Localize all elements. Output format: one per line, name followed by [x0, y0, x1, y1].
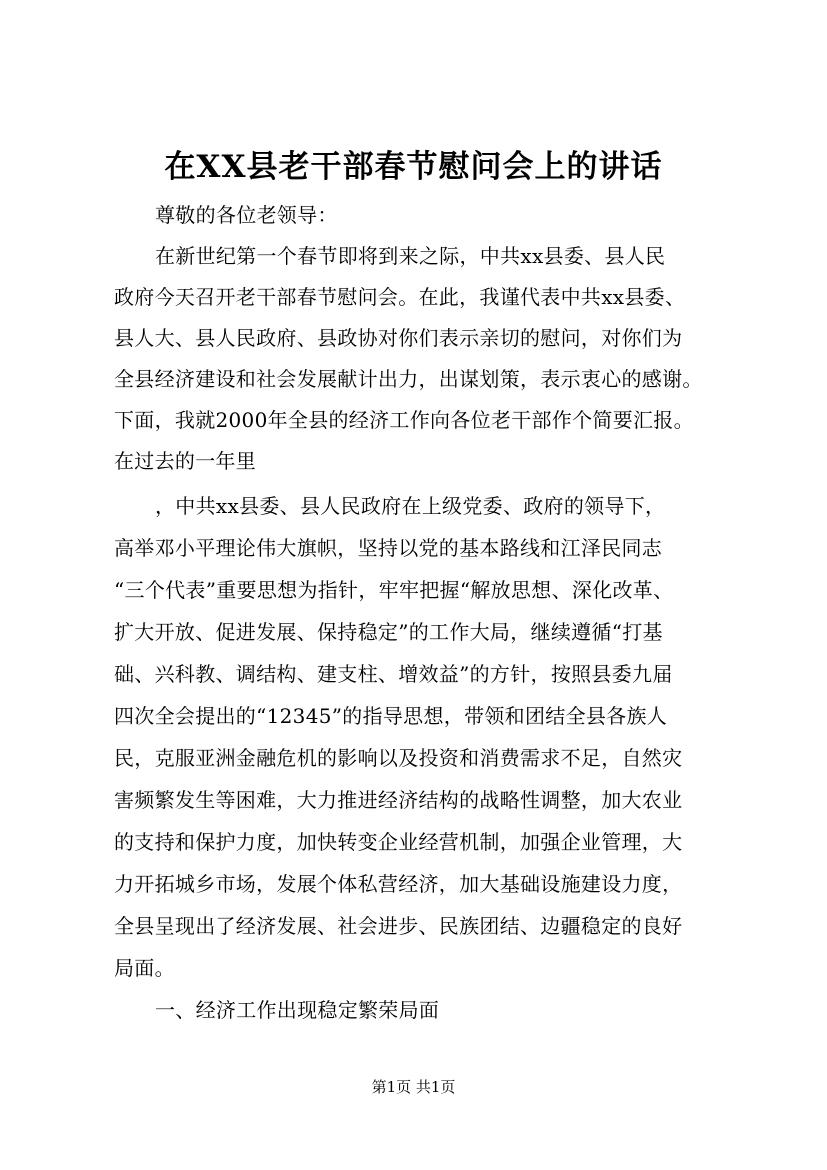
body-line: 局面。	[114, 956, 175, 980]
body-line: “三个代表”重要思想为指针，牢牢把握“解放思想、深化改革、	[114, 578, 674, 602]
document-title: 在XX县老干部春节慰问会上的讲话	[164, 149, 663, 185]
salutation-line: 尊敬的各位老领导：	[155, 203, 338, 227]
body-line: 害频繁发生等困难，大力推进经济结构的战略性调整，加大农业	[114, 788, 683, 812]
section-heading: 一、经济工作出现稳定繁荣局面	[155, 998, 440, 1022]
body-line: ，中共xx县委、县人民政府在上级党委、政府的领导下，	[155, 494, 666, 518]
body-line: 县人大、县人民政府、县政协对你们表示亲切的慰问，对你们为	[114, 326, 683, 350]
body-line: 在新世纪第一个春节即将到来之际，中共xx县委、县人民	[155, 244, 666, 268]
body-line: 础、兴科教、调结构、建支柱、增效益”的方针，按照县委九届	[114, 662, 673, 686]
body-line: 全县经济建设和社会发展献计出力，出谋划策，表示衷心的感谢。	[114, 367, 703, 391]
body-line: 在过去的一年里	[114, 449, 257, 473]
page-footer: 第1页 共1页	[371, 1078, 456, 1096]
body-line: 民，克服亚洲金融危机的影响以及投资和消费需求不足，自然灾	[114, 746, 683, 770]
body-line: 力开拓城乡市场，发展个体私营经济，加大基础设施建设力度，	[114, 872, 683, 896]
body-line: 四次全会提出的“12345”的指导思想，带领和团结全县各族人	[114, 704, 668, 728]
body-line: 政府今天召开老干部春节慰问会。在此，我谨代表中共xx县委、	[114, 285, 686, 309]
body-line: 高举邓小平理论伟大旗帜，坚持以党的基本路线和江泽民同志	[114, 536, 663, 560]
body-line: 扩大开放、促进发展、保持稳定”的工作大局，继续遵循“打基	[114, 620, 663, 644]
body-line: 全县呈现出了经济发展、社会进步、民族团结、边疆稳定的良好	[114, 914, 683, 938]
body-line: 下面，我就2000年全县的经济工作向各位老干部作个简要汇报。	[114, 408, 694, 432]
body-line: 的支持和保护力度，加快转变企业经营机制，加强企业管理，大	[114, 830, 683, 854]
